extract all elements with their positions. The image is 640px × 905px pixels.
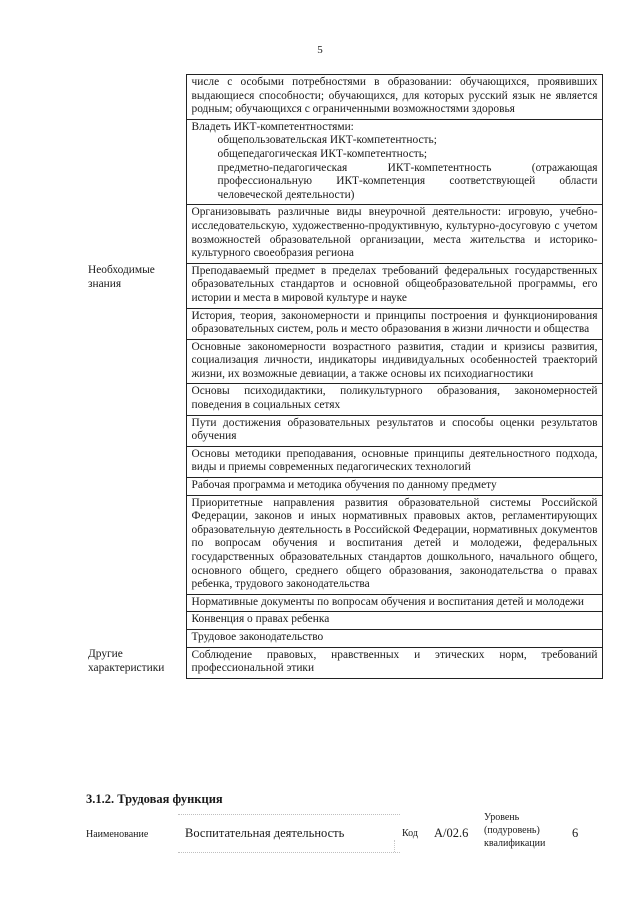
row-label [82,629,186,647]
table-row [82,594,602,612]
name-value: Воспитательная деятельность [185,826,345,840]
row-content: Основные закономерности возрастного развития, стадии и кризисы развития, социализация личности, индикаторы индивидуальных особенностей траекторий жизни, их возможные девиации, а также основы их психодиагностики [186,339,602,384]
level-label-line: Уровень [484,812,520,823]
row-label [82,119,186,205]
table-row [82,446,602,477]
ict-item: предметно-педагогическая ИКТ-компетентность (отражающая профессиональную ИКТ-компетенция соответствующей области человеческой деятельности) [217,161,598,201]
level-label-line: квалификации [484,838,546,849]
scan-divider [178,852,400,853]
row-content: Организовывать различные виды внеурочной деятельности: игровую, учебно-исследовательскую, художественно-продуктивную, культурно-досуговую с учетом возможностей образовательной организации, места жительства и историко-культурного своеобразия региона [186,205,602,263]
table-row [82,478,602,496]
table-row [82,495,602,594]
ict-item: общепользовательская ИКТ-компетентность; [217,134,437,147]
table-row [82,384,602,415]
table-row [82,647,602,678]
row-content: Основы методики преподавания, основные принципы деятельностного подхода, виды и приемы современных педагогических технологий [186,446,602,477]
row-content: Пути достижения образовательных результатов и способы оценки результатов обучения [186,415,602,446]
labor-function-header [82,810,602,862]
scan-divider [178,814,400,815]
section-heading: 3.1.2. Трудовая функция [86,792,223,806]
row-label [82,594,186,612]
code-value: А/02.6 [434,826,469,840]
required-knowledge-label: Необходимые знания [82,263,186,308]
table-row [82,308,602,339]
table-row [82,119,602,205]
ict-competencies-cell [186,119,602,205]
row-content: Рабочая программа и методика обучения по данному предмету [186,478,602,496]
row-label [82,205,186,263]
table-row [82,612,602,630]
row-content: Трудовое законодательство [186,629,602,647]
row-label [82,495,186,594]
table-row [82,263,602,308]
table-row [82,415,602,446]
competency-table [82,74,603,679]
row-label [82,415,186,446]
row-content: Преподаваемый предмет в пределах требований федеральных государственных образовательных стандартов и основной общеобразовательной программы, его истории и места в мировой культуре и науке [186,263,602,308]
ict-intro: Владеть ИКТ-компетентностями: [191,120,354,133]
row-label [82,446,186,477]
row-label [82,612,186,630]
ict-item: общепедагогическая ИКТ-компетентность; [217,147,428,160]
table-row [82,629,602,647]
table-row [82,339,602,384]
page-number: 5 [317,44,323,56]
row-content: Конвенция о правах ребенка [186,612,602,630]
row-content: Соблюдение правовых, нравственных и этических норм, требований профессиональной этики [186,647,602,678]
table-row [82,75,602,120]
row-content: Нормативные документы по вопросам обучения и воспитания детей и молодежи [186,594,602,612]
table-row [82,205,602,263]
row-label [82,478,186,496]
qualification-level-value: 6 [572,826,579,840]
row-label [82,308,186,339]
code-label: Код [402,828,418,839]
row-label [82,384,186,415]
row-label [82,75,186,120]
row-label [82,339,186,384]
row-content: числе с особыми потребностями в образовании: обучающихся, проявивших выдающиеся способности; обучающихся, для которых русский язык не является родным; обучающихся с ограниченными возможностями здоровья [186,75,602,120]
row-content: Приоритетные направления развития образовательной системы Российской Федерации, законов и иных нормативных правовых актов, регламентирующих образовательную деятельность в Российской Федерации, нормативных документов по вопросам обучения и воспитания детей и молодежи, федеральных государственных образовательных стандартов дошкольного, начального общего, основного общего, среднего общего образования, законодательства о правах ребенка, трудового законодательства [186,495,602,594]
other-characteristics-label: Другие характеристики [82,647,186,678]
level-label-line: (подуровень) [484,825,540,836]
scan-divider [394,840,395,852]
row-content: История, теория, закономерности и принципы построения и функционирования образовательных систем, роль и место образования в жизни личности и общества [186,308,602,339]
row-content: Основы психодидактики, поликультурного образования, закономерностей поведения в социальных сетях [186,384,602,415]
name-label: Наименование [86,829,149,840]
qualification-level-label [484,811,545,850]
